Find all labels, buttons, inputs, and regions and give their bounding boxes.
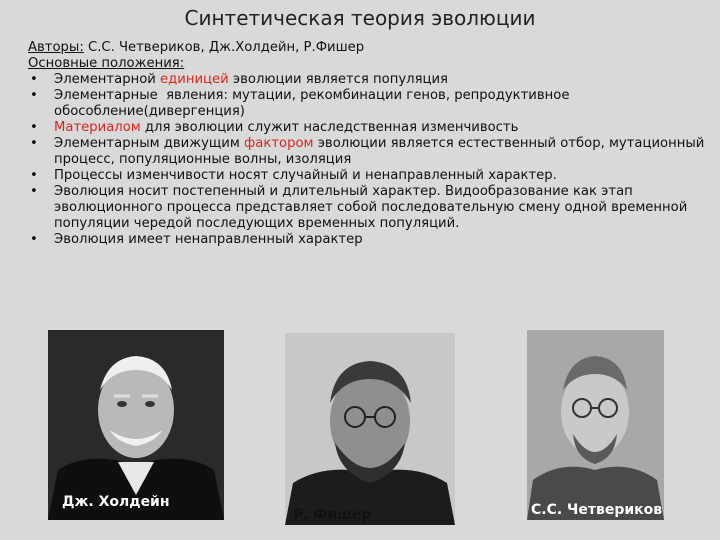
authors-names: С.С. Четвериков, Дж.Холдейн, Р.Фишер — [87, 40, 365, 55]
bullet: • — [30, 72, 38, 87]
portrait-fisher-image — [285, 333, 455, 525]
list-item: • Процессы изменчивости носят случайный и ненаправленный характер. — [30, 168, 557, 183]
bullet: • — [30, 184, 38, 199]
caption-chetverikov: С.С. Четвериков — [531, 502, 663, 518]
portrait-haldane-image — [48, 330, 224, 520]
content-block — [28, 40, 708, 248]
highlight-text: единицей — [160, 72, 229, 87]
list-item: • Элементарным движущим фактором эволюции является естественный отбор, мутационный процесс, популяционные волны, изоляция — [30, 136, 705, 167]
bullet: • — [30, 88, 38, 103]
list-item: • Элементарной единицей эволюции является популяция — [30, 72, 448, 87]
caption-fisher: Р. Фишер — [293, 507, 372, 523]
portrait-chetverikov-image — [527, 330, 664, 520]
section-heading: Основные положения: — [28, 56, 185, 71]
bullet: • — [30, 136, 38, 151]
caption-haldane: Дж. Холдейн — [62, 494, 170, 510]
list-item: • Эволюция носит постепенный и длительный характер. Видообразование как этап эволюционного процесса представляет собой последовательную смену одной временной популяции чередой последующих временных популяций. — [30, 184, 688, 231]
portrait-fisher — [285, 333, 455, 525]
portrait-haldane — [48, 330, 224, 520]
list-item: • Материалом для эволюции служит наследственная изменчивость — [30, 120, 519, 135]
list-item: • Элементарные явления: мутации, рекомбинации генов, репродуктивное обособление(дивергенция) — [30, 88, 574, 119]
points-list — [28, 72, 708, 248]
portrait-chetverikov — [527, 330, 664, 520]
highlight-text: фактором — [244, 136, 314, 151]
slide-title: Синтетическая теория эволюции — [184, 6, 536, 30]
authors-line: Авторы: С.С. Четвериков, Дж.Холдейн, Р.Фишер — [28, 40, 365, 55]
bullet: • — [30, 168, 38, 183]
bullet: • — [30, 120, 38, 135]
list-item: • Эволюция имеет ненаправленный характер — [30, 232, 363, 247]
bullet: • — [30, 232, 38, 247]
highlight-text: Материалом — [54, 120, 141, 135]
authors-label: Авторы — [28, 40, 80, 55]
